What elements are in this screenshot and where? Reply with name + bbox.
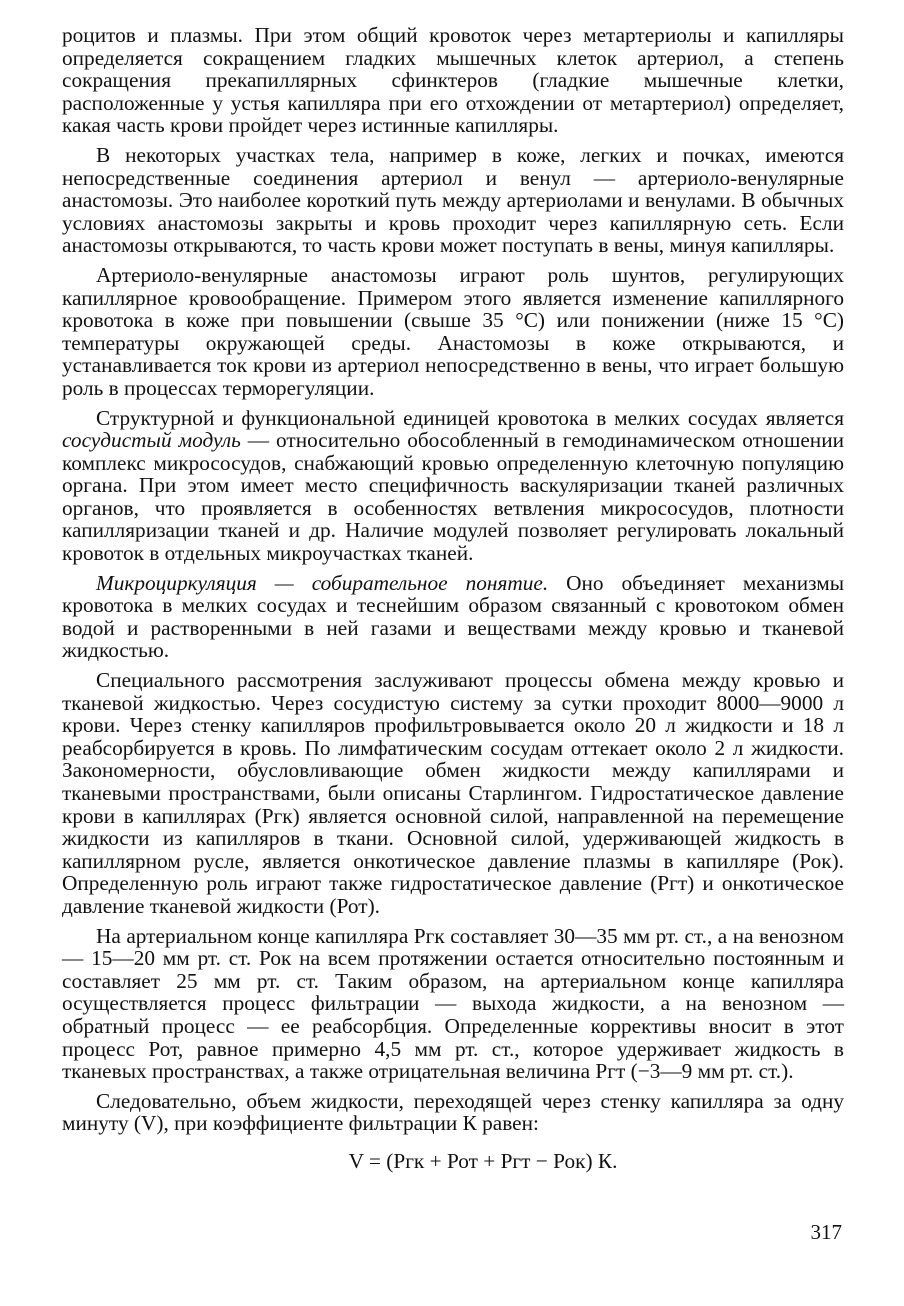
filtration-formula: V = (Ргк + Рот + Ргт − Рок) К.	[348, 1148, 618, 1173]
paragraph-5	[62, 572, 844, 662]
paragraph-5-text-after: Оно объединяет механизмы кровотока в мелких сосудах и теснейшим образом связанный с кровотоком обмен водой и растворенными в ней газами и веществами между кровью и тканевой жидкостью.	[62, 570, 844, 663]
term-microcirculation: Микроциркуляция — собирательное понятие.	[96, 570, 549, 595]
paragraph-4-text-after: — относительно обособленный в гемодинамическом отношении комплекс микрососудов, снабжающий кровью определенную клеточную популяцию органа. При этом имеет место специфичность васкуляризации тканей различных органов, что проявляется в особенностях ветвления микрососудов, плотности капилляризации тканей и др. Наличие модулей позволяет регулировать локальный кровоток в отдельных микроучастках тканей.	[62, 428, 844, 566]
page-number: 317	[810, 1220, 842, 1244]
paragraph-4	[62, 407, 844, 565]
paragraph-2: В некоторых участках тела, например в коже, легких и почках, имеются непосредственные соединения артериол и венул — артериоло-венулярные анастомозы. Это наиболее короткий путь между артериолами и венулами. В обычных условиях анастомозы закрыты и кровь проходит через капиллярную сеть. Если анастомозы открываются, то часть крови может поступать в вены, минуя капилляры.	[62, 142, 844, 258]
paragraph-3: Артериоло-венулярные анастомозы играют роль шунтов, регулирующих капиллярное кровообращение. Примером этого является изменение капиллярного кровотока в коже при повышении (свыше 35 °С) или понижении (ниже 15 °С) температуры окружающей среды. Анастомозы в коже открываются, и устанавливается ток крови из артериол непосредственно в вены, что играет большую роль в процессах терморегуляции.	[62, 262, 844, 400]
paragraph-7: На артериальном конце капилляра Ргк составляет 30—35 мм рт. ст., а на венозном — 15—20 мм рт. ст. Рок на всем протяжении остается относительно постоянным и составляет 25 мм рт. ст. Таким образом, на артериальном конце капилляра осуществляется процесс фильтрации — выхода жидкости, а на венозном — обратный процесс — ее реабсорбция. Определенные коррективы вносит в этот процесс Рот, равное примерно 4,5 мм рт. ст., которое удерживает жидкость в тканевых пространствах, а также отрицательная величина Ргт (−3—9 мм рт. ст.).	[62, 923, 844, 1084]
paragraph-8: Следовательно, объем жидкости, переходящей через стенку капилляра за одну минуту (V), при коэффициенте фильтрации К равен:	[62, 1088, 844, 1136]
paragraph-6: Специального рассмотрения заслуживают процессы обмена между кровью и тканевой жидкостью. Через сосудистую систему за сутки проходит 8000—9000 л крови. Через стенку капилляров профильтровывается около 20 л жидкости и 18 л реабсорбируется в кровь. По лимфатическим сосудам оттекает около 2 л жидкости. Закономерности, обусловливающие обмен жидкости между капиллярами и тканевыми пространствами, были описаны Старлингом. Гидростатическое давление крови в капиллярах (Ргк) является основной силой, направленной на перемещение жидкости из капилляров в ткани. Основной силой, удерживающей жидкость в капиллярном русле, является онкотическое давление плазмы в капилляре (Рок). Определенную роль играют также гидростатическое давление (Ргт) и онкотическое давление тканевой жидкости (Рот).	[62, 668, 844, 918]
paragraph-1: роцитов и плазмы. При этом общий кровоток через метартериолы и капилляры определяется сокращением гладких мышечных клеток артериол, а степень сокращения прекапиллярных сфинктеров (гладкие мышечные клетки, расположенные у устья капилляра при его отхождении от метартериол) определяет, какая часть крови пройдет через истинные капилляры.	[62, 23, 844, 138]
term-vascular-module: сосудистый модуль	[62, 428, 241, 453]
paragraph-4-text-before: Структурной и функциональной единицей кровотока в мелких сосудах является	[96, 405, 844, 430]
page-body	[62, 24, 844, 1174]
